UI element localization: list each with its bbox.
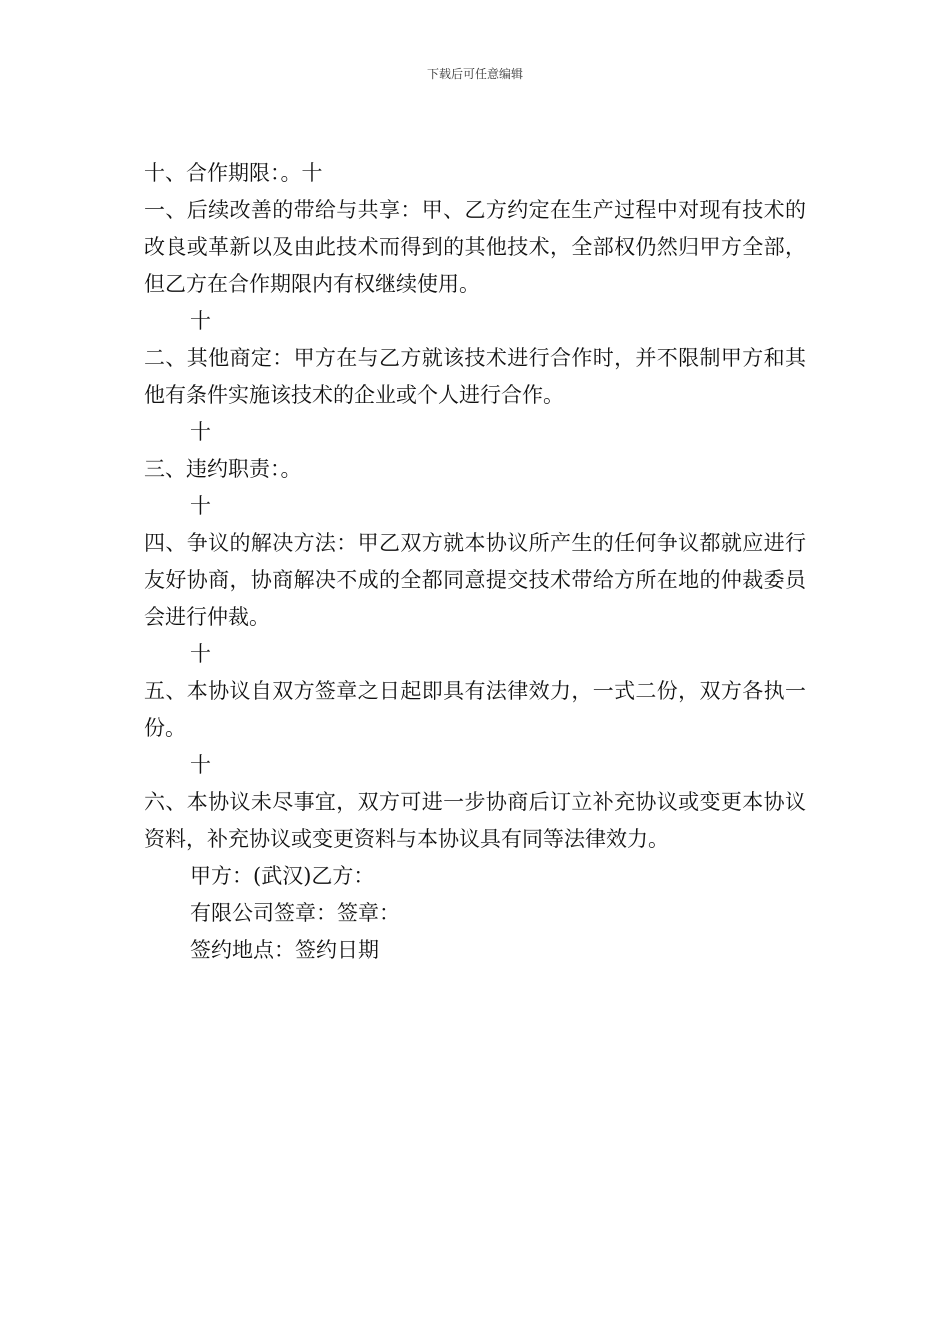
section-marker: 十: [190, 309, 211, 333]
section-marker: 十: [190, 642, 211, 666]
clause-cooperation-term: 十、合作期限：。十: [144, 161, 323, 185]
page-header: 下载后可任意编辑: [426, 67, 523, 81]
signature-parties: 甲方：(武汉)乙方：: [190, 864, 375, 888]
clause-effectiveness: 五、本协议自双方签章之日起即具有法律效力，一式二份，双方各执一份。: [144, 679, 806, 740]
section-marker: 十: [190, 494, 211, 518]
signature-place-date: 签约地点：签约日期: [190, 938, 379, 962]
clause-dispute-resolution: 四、争议的解决方法：甲乙双方就本协议所产生的任何争议都就应进行友好协商，协商解决不成的全都同意提交技术带给方所在地的仲裁委员会进行仲裁。: [144, 531, 806, 629]
signature-seal: 有限公司签章：签章：: [190, 901, 400, 925]
document-body: [144, 155, 806, 969]
section-marker: 十: [190, 420, 211, 444]
clause-supplementary: 六、本协议未尽事宜，双方可进一步协商后订立补充协议或变更本协议资料，补充协议或变更资料与本协议具有同等法律效力。: [144, 790, 806, 851]
section-marker: 十: [190, 753, 211, 777]
clause-improvement-sharing: 一、后续改善的带给与共享：甲、乙方约定在生产过程中对现有技术的改良或革新以及由此技术而得到的其他技术，全部权仍然归甲方全部，但乙方在合作期限内有权继续使用。: [144, 198, 806, 296]
clause-other-agreements: 二、其他商定：甲方在与乙方就该技术进行合作时，并不限制甲方和其他有条件实施该技术的企业或个人进行合作。: [144, 346, 806, 407]
clause-breach-liability: 三、违约职责：。: [144, 457, 302, 481]
